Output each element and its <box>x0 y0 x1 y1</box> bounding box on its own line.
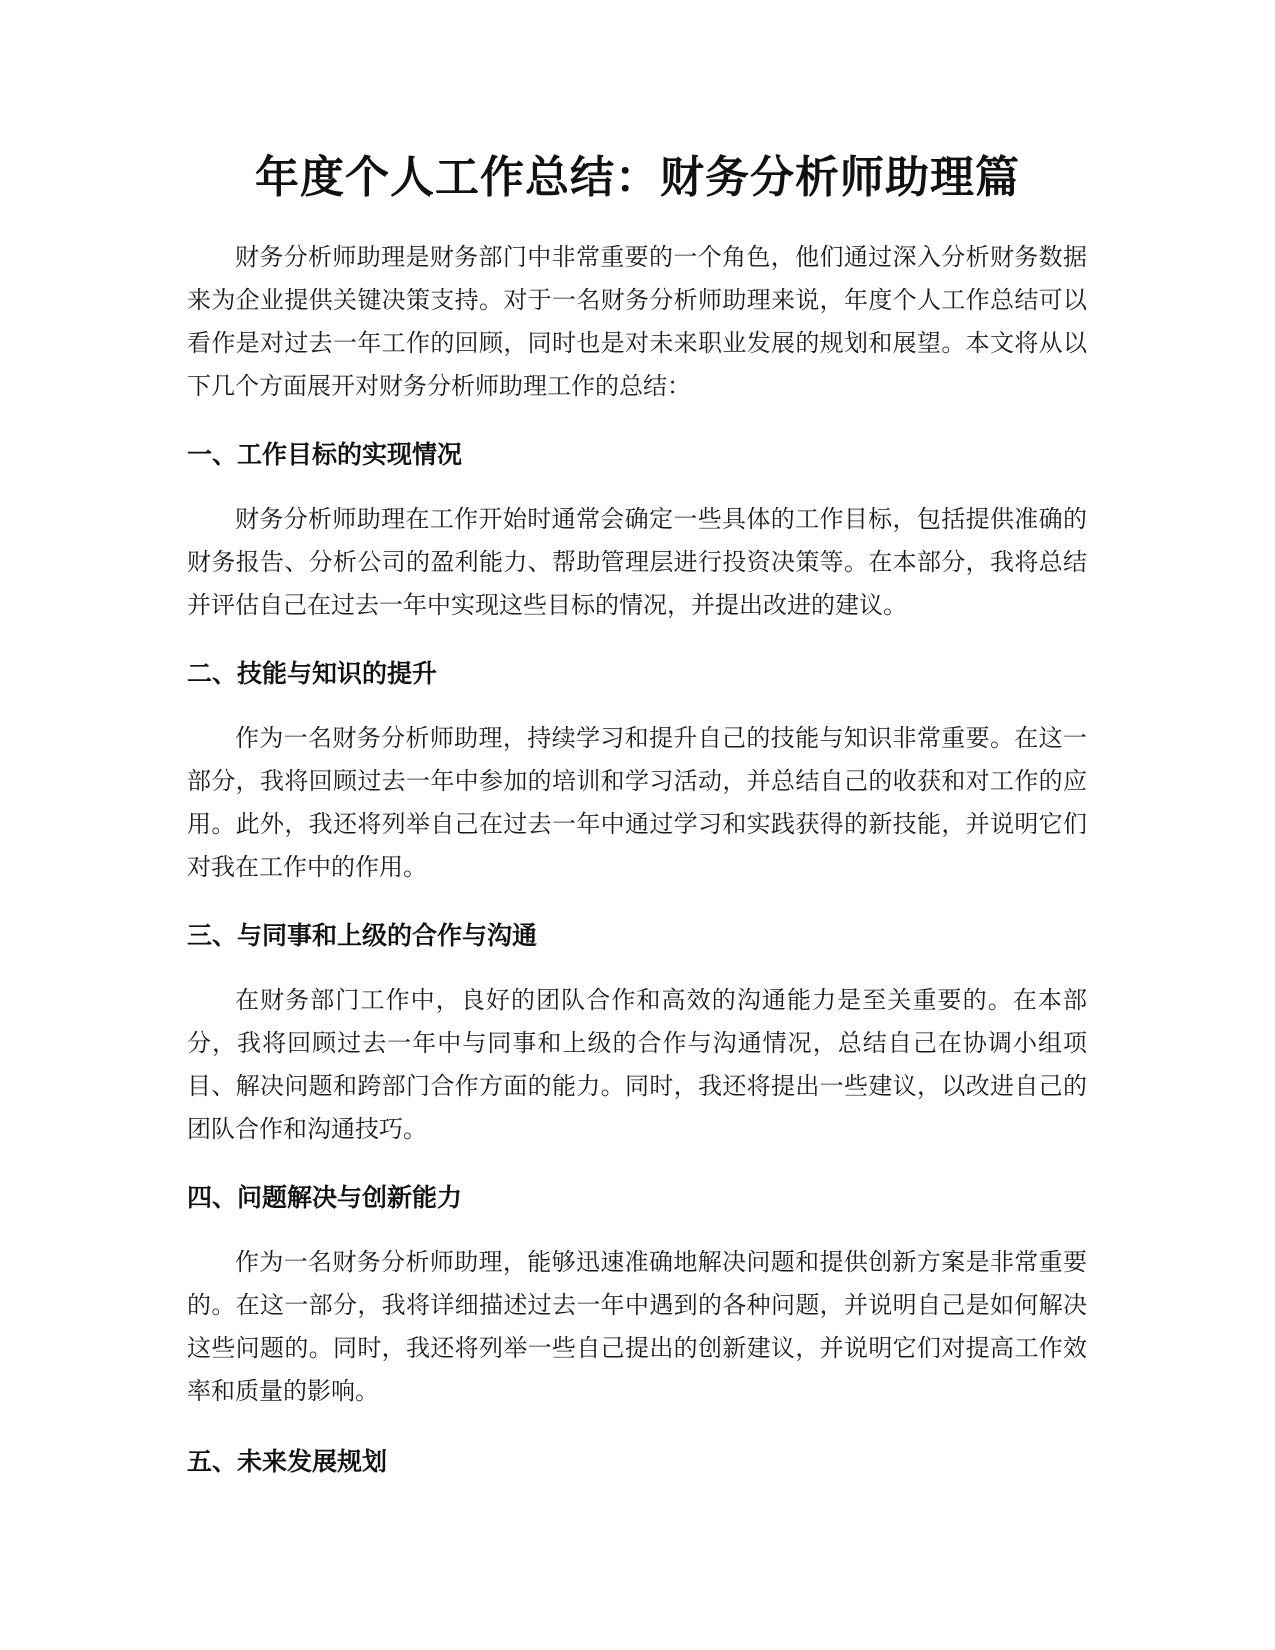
section-heading-3: 三、与同事和上级的合作与沟通 <box>187 921 538 950</box>
section-heading-4: 四、问题解决与创新能力 <box>187 1183 463 1212</box>
page-title: 年度个人工作总结：财务分析师助理篇 <box>255 152 1020 203</box>
section-heading-5: 五、未来发展规划 <box>187 1447 388 1476</box>
section-heading-2: 二、技能与知识的提升 <box>187 659 438 688</box>
document-body <box>187 236 1087 1505</box>
section-paragraph-3: 在财务部门工作中，良好的团队合作和高效的沟通能力是至关重要的。在本部分，我将回顾过去一年中与同事和上级的合作与沟通情况，总结自己在协调小组项目、解决问题和跨部门合作方面的能力。同时，我还将提出一些建议，以改进自己的团队合作和沟通技巧。 <box>187 986 1087 1143</box>
section-paragraph-4: 作为一名财务分析师助理，能够迅速准确地解决问题和提供创新方案是非常重要的。在这一部分，我将详细描述过去一年中遇到的各种问题，并说明自己是如何解决这些问题的。同时，我还将列举一些自己提出的创新建议，并说明它们对提高工作效率和质量的影响。 <box>187 1248 1087 1405</box>
section-heading-1: 一、工作目标的实现情况 <box>187 440 463 469</box>
section-paragraph-1: 财务分析师助理在工作开始时通常会确定一些具体的工作目标，包括提供准确的财务报告、分析公司的盈利能力、帮助管理层进行投资决策等。在本部分，我将总结并评估自己在过去一年中实现这些目标的情况，并提出改进的建议。 <box>187 505 1087 619</box>
section-paragraph-2: 作为一名财务分析师助理，持续学习和提升自己的技能与知识非常重要。在这一部分，我将回顾过去一年中参加的培训和学习活动，并总结自己的收获和对工作的应用。此外，我还将列举自己在过去一年中通过学习和实践获得的新技能，并说明它们对我在工作中的作用。 <box>187 724 1087 881</box>
intro-paragraph: 财务分析师助理是财务部门中非常重要的一个角色，他们通过深入分析财务数据来为企业提供关键决策支持。对于一名财务分析师助理来说，年度个人工作总结可以看作是对过去一年工作的回顾，同时也是对未来职业发展的规划和展望。本文将从以下几个方面展开对财务分析师助理工作的总结： <box>187 243 1087 400</box>
